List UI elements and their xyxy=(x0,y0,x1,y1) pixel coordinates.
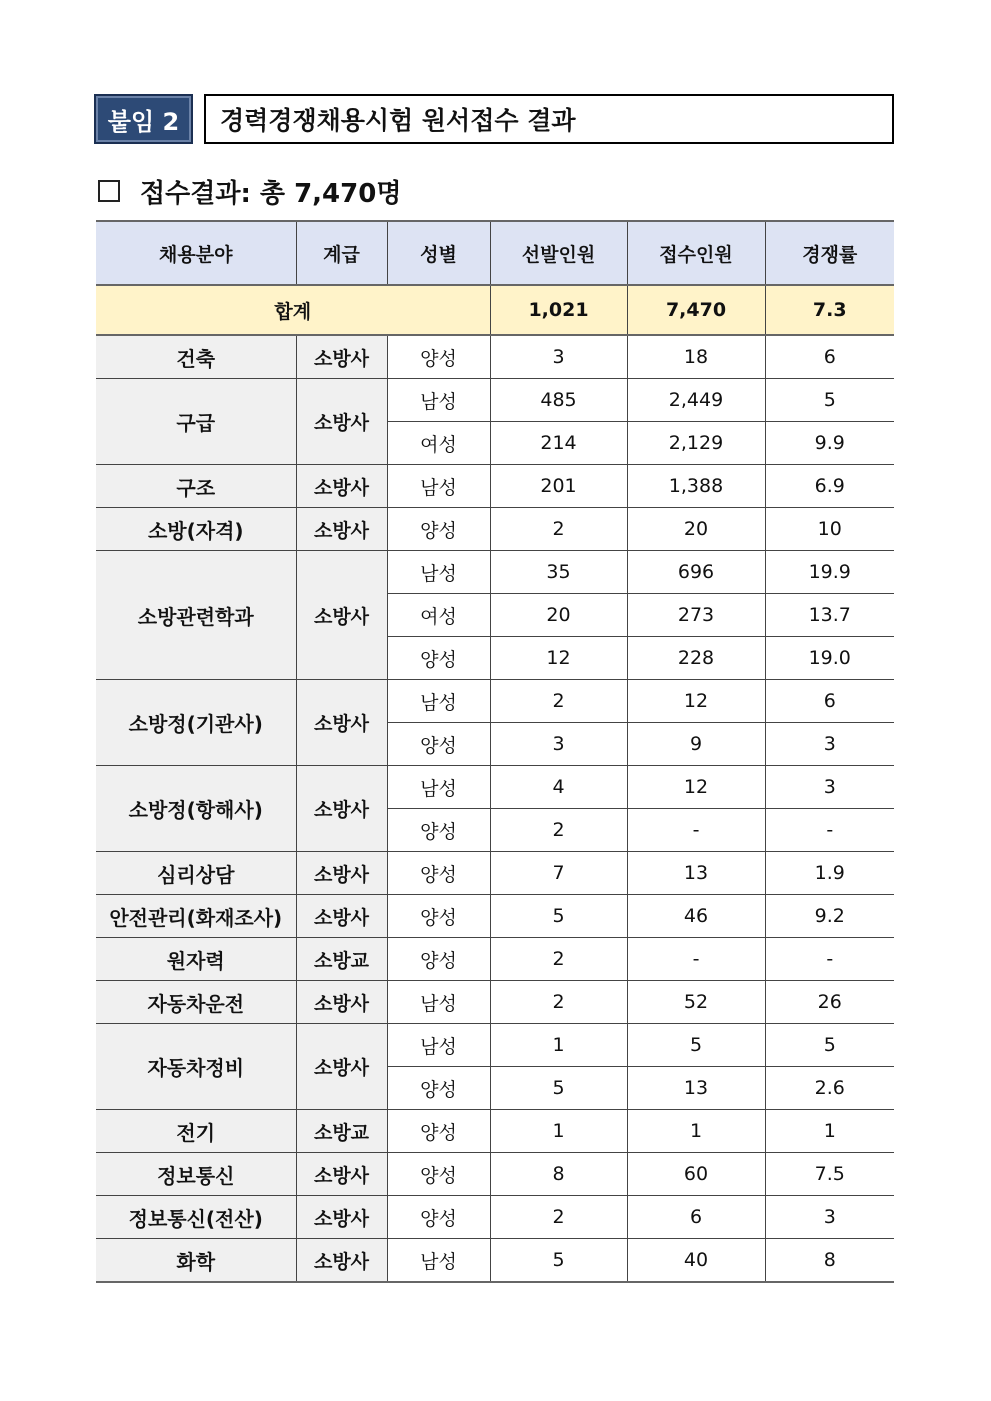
grade-cell: 소방사 xyxy=(296,852,387,895)
applicants-cell: 1 xyxy=(627,1110,765,1153)
grade-cell: 소방사 xyxy=(296,551,387,680)
header-row xyxy=(96,221,894,285)
summary-line xyxy=(96,171,401,211)
gender-cell: 남성 xyxy=(387,766,490,809)
grade-cell: 소방사 xyxy=(296,766,387,852)
ratio-cell: 10 xyxy=(765,508,894,551)
ratio-cell: 19.0 xyxy=(765,637,894,680)
selected-cell: 5 xyxy=(490,895,627,938)
grade-cell: 소방사 xyxy=(296,508,387,551)
applicants-cell: 2,449 xyxy=(627,379,765,422)
grade-cell: 소방사 xyxy=(296,1153,387,1196)
selected-cell: 12 xyxy=(490,637,627,680)
table-row xyxy=(96,335,894,379)
gender-cell: 양성 xyxy=(387,809,490,852)
gender-cell: 양성 xyxy=(387,1196,490,1239)
gender-cell: 남성 xyxy=(387,465,490,508)
field-cell: 정보통신(전산) xyxy=(96,1196,296,1239)
column-header: 선발인원 xyxy=(490,221,627,285)
gender-cell: 남성 xyxy=(387,1024,490,1067)
gender-cell: 남성 xyxy=(387,551,490,594)
applicants-cell: 9 xyxy=(627,723,765,766)
column-header: 채용분야 xyxy=(96,221,296,285)
applicants-cell: 228 xyxy=(627,637,765,680)
selected-cell: 2 xyxy=(490,809,627,852)
field-cell: 소방정(기관사) xyxy=(96,680,296,766)
ratio-cell: 2.6 xyxy=(765,1067,894,1110)
table-row xyxy=(96,680,894,723)
attachment-badge: 붙임 2 xyxy=(94,94,193,144)
results-table xyxy=(96,220,894,1283)
gender-cell: 양성 xyxy=(387,723,490,766)
ratio-cell: 26 xyxy=(765,981,894,1024)
grade-cell: 소방사 xyxy=(296,680,387,766)
grade-cell: 소방교 xyxy=(296,938,387,981)
field-cell: 건축 xyxy=(96,335,296,379)
selected-cell: 7 xyxy=(490,852,627,895)
total-label: 합계 xyxy=(96,285,490,335)
ratio-cell: 1.9 xyxy=(765,852,894,895)
field-cell: 소방(자격) xyxy=(96,508,296,551)
gender-cell: 양성 xyxy=(387,335,490,379)
table-row xyxy=(96,766,894,809)
table-row xyxy=(96,1110,894,1153)
ratio-cell: 9.9 xyxy=(765,422,894,465)
gender-cell: 양성 xyxy=(387,1153,490,1196)
applicants-cell: 696 xyxy=(627,551,765,594)
selected-cell: 3 xyxy=(490,723,627,766)
ratio-cell: 6 xyxy=(765,335,894,379)
applicants-cell: - xyxy=(627,938,765,981)
gender-cell: 양성 xyxy=(387,852,490,895)
grade-cell: 소방사 xyxy=(296,981,387,1024)
field-cell: 심리상담 xyxy=(96,852,296,895)
table-row xyxy=(96,938,894,981)
field-cell: 구급 xyxy=(96,379,296,465)
column-header: 경쟁률 xyxy=(765,221,894,285)
table-row xyxy=(96,1024,894,1067)
table-row xyxy=(96,379,894,422)
selected-cell: 2 xyxy=(490,1196,627,1239)
grade-cell: 소방사 xyxy=(296,1196,387,1239)
grade-cell: 소방사 xyxy=(296,335,387,379)
total-applicants: 7,470 xyxy=(627,285,765,335)
field-cell: 안전관리(화재조사) xyxy=(96,895,296,938)
selected-cell: 485 xyxy=(490,379,627,422)
field-cell: 소방관련학과 xyxy=(96,551,296,680)
applicants-cell: 12 xyxy=(627,680,765,723)
table-row xyxy=(96,465,894,508)
grade-cell: 소방사 xyxy=(296,1024,387,1110)
document-title: 경력경쟁채용시험 원서접수 결과 xyxy=(204,94,894,144)
selected-cell: 3 xyxy=(490,335,627,379)
table-row xyxy=(96,981,894,1024)
selected-cell: 201 xyxy=(490,465,627,508)
gender-cell: 양성 xyxy=(387,637,490,680)
grade-cell: 소방사 xyxy=(296,465,387,508)
title-row xyxy=(94,94,894,144)
applicants-cell: 273 xyxy=(627,594,765,637)
selected-cell: 2 xyxy=(490,680,627,723)
applicants-cell: 20 xyxy=(627,508,765,551)
table-row xyxy=(96,852,894,895)
ratio-cell: 5 xyxy=(765,1024,894,1067)
ratio-cell: - xyxy=(765,809,894,852)
checkbox-bullet-icon xyxy=(98,180,120,202)
applicants-cell: 52 xyxy=(627,981,765,1024)
column-header: 계급 xyxy=(296,221,387,285)
summary-text: 접수결과: 총 7,470명 xyxy=(140,178,402,209)
selected-cell: 35 xyxy=(490,551,627,594)
applicants-cell: - xyxy=(627,809,765,852)
total-ratio: 7.3 xyxy=(765,285,894,335)
field-cell: 화학 xyxy=(96,1239,296,1283)
applicants-cell: 40 xyxy=(627,1239,765,1283)
selected-cell: 2 xyxy=(490,981,627,1024)
applicants-cell: 6 xyxy=(627,1196,765,1239)
field-cell: 정보통신 xyxy=(96,1153,296,1196)
field-cell: 원자력 xyxy=(96,938,296,981)
ratio-cell: 6 xyxy=(765,680,894,723)
gender-cell: 양성 xyxy=(387,1067,490,1110)
field-cell: 구조 xyxy=(96,465,296,508)
applicants-cell: 13 xyxy=(627,852,765,895)
ratio-cell: 3 xyxy=(765,766,894,809)
total-row xyxy=(96,285,894,335)
applicants-cell: 18 xyxy=(627,335,765,379)
gender-cell: 여성 xyxy=(387,422,490,465)
table-row xyxy=(96,508,894,551)
grade-cell: 소방사 xyxy=(296,895,387,938)
selected-cell: 214 xyxy=(490,422,627,465)
ratio-cell: 19.9 xyxy=(765,551,894,594)
column-header: 성별 xyxy=(387,221,490,285)
grade-cell: 소방사 xyxy=(296,379,387,465)
gender-cell: 남성 xyxy=(387,680,490,723)
grade-cell: 소방사 xyxy=(296,1239,387,1283)
selected-cell: 2 xyxy=(490,508,627,551)
applicants-cell: 46 xyxy=(627,895,765,938)
gender-cell: 남성 xyxy=(387,1239,490,1283)
ratio-cell: 5 xyxy=(765,379,894,422)
applicants-cell: 13 xyxy=(627,1067,765,1110)
ratio-cell: 6.9 xyxy=(765,465,894,508)
selected-cell: 20 xyxy=(490,594,627,637)
table-row xyxy=(96,1239,894,1283)
field-cell: 전기 xyxy=(96,1110,296,1153)
total-selected: 1,021 xyxy=(490,285,627,335)
table-row xyxy=(96,551,894,594)
table-row xyxy=(96,1153,894,1196)
ratio-cell: 13.7 xyxy=(765,594,894,637)
selected-cell: 5 xyxy=(490,1067,627,1110)
applicants-cell: 12 xyxy=(627,766,765,809)
selected-cell: 4 xyxy=(490,766,627,809)
field-cell: 자동차운전 xyxy=(96,981,296,1024)
ratio-cell: 8 xyxy=(765,1239,894,1283)
selected-cell: 2 xyxy=(490,938,627,981)
ratio-cell: 3 xyxy=(765,723,894,766)
gender-cell: 양성 xyxy=(387,508,490,551)
ratio-cell: 9.2 xyxy=(765,895,894,938)
ratio-cell: 7.5 xyxy=(765,1153,894,1196)
gender-cell: 양성 xyxy=(387,1110,490,1153)
gender-cell: 남성 xyxy=(387,981,490,1024)
applicants-cell: 1,388 xyxy=(627,465,765,508)
grade-cell: 소방교 xyxy=(296,1110,387,1153)
ratio-cell: - xyxy=(765,938,894,981)
selected-cell: 8 xyxy=(490,1153,627,1196)
selected-cell: 1 xyxy=(490,1024,627,1067)
selected-cell: 5 xyxy=(490,1239,627,1283)
gender-cell: 여성 xyxy=(387,594,490,637)
field-cell: 소방정(항해사) xyxy=(96,766,296,852)
field-cell: 자동차정비 xyxy=(96,1024,296,1110)
gender-cell: 남성 xyxy=(387,379,490,422)
gender-cell: 양성 xyxy=(387,938,490,981)
applicants-cell: 60 xyxy=(627,1153,765,1196)
applicants-cell: 5 xyxy=(627,1024,765,1067)
selected-cell: 1 xyxy=(490,1110,627,1153)
table-row xyxy=(96,895,894,938)
column-header: 접수인원 xyxy=(627,221,765,285)
gender-cell: 양성 xyxy=(387,895,490,938)
ratio-cell: 3 xyxy=(765,1196,894,1239)
table-row xyxy=(96,1196,894,1239)
ratio-cell: 1 xyxy=(765,1110,894,1153)
applicants-cell: 2,129 xyxy=(627,422,765,465)
